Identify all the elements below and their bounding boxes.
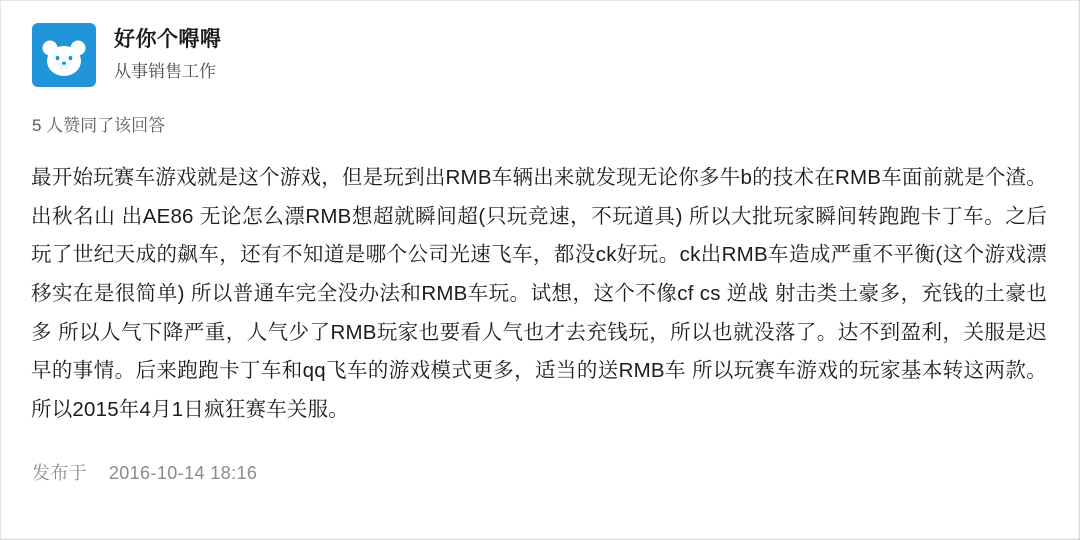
author-row[interactable] [29,23,1050,87]
vote-count-text: 5 人赞同了该回答 [32,116,166,135]
author-meta [114,23,222,83]
author-bio: 从事销售工作 [114,62,216,82]
answer-body-text: 最开始玩赛车游戏就是这个游戏，但是玩到出RMB车辆出来就发现无论你多牛b的技术在RMB车面前就是个渣。出秋名山 出AE86 无论怎么漂RMB想超就瞬间超(只玩竞速，不玩道具) 所以大批玩家瞬间转跑跑卡丁车。之后玩了世纪天成的飙车，还有不知道是哪个公司光速飞车，都没ck好玩。ck出RMB车造成严重不平衡(这个游戏漂移实在是很简单) 所以普通车完全没办法和RMB车玩。试想，这个不像cf cs 逆战 射击类土豪多，充钱的土豪也多 所以人气下降严重，人气少了RMB玩家也要看人气也才去充钱玩，所以也就没落了。达不到盈利，关服是迟早的事情。后来跑跑卡丁车和qq飞车的游戏模式更多，适当的送RMB车 所以玩赛车游戏的玩家基本转这两款。所以2015年4月1日疯狂赛车关服。 [31,166,1047,421]
bear-avatar-icon [41,38,87,78]
publish-label: 发布于 [32,463,88,484]
publish-timestamp: 2016-10-14 18:16 [108,463,258,484]
author-name[interactable]: 好你个嘚嘚 [114,28,222,51]
avatar[interactable] [32,23,96,87]
publish-time [29,459,1050,485]
answer-card [1,1,1078,538]
